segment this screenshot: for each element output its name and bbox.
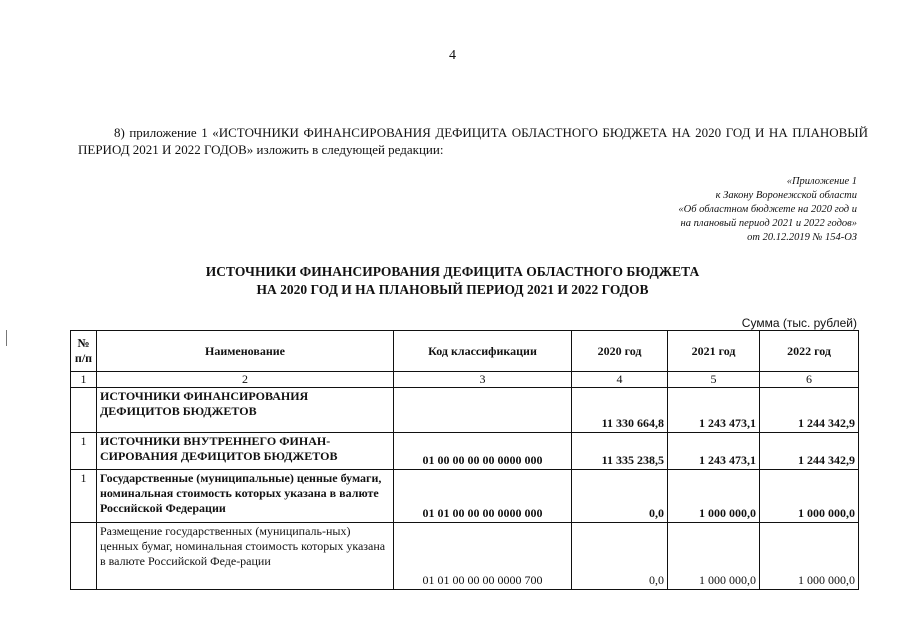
appendix-line: от 20.12.2019 № 154-ОЗ [747, 232, 857, 243]
row-value-2020: 11 335 238,5 [572, 433, 668, 470]
column-number-row [71, 372, 859, 388]
column-number: 3 [394, 372, 572, 388]
margin-mark [6, 330, 7, 346]
column-number: 6 [760, 372, 859, 388]
intro-paragraph: 8) приложение 1 «ИСТОЧНИКИ ФИНАНСИРОВАНИЯ ДЕФИЦИТА ОБЛАСТНОГО БЮДЖЕТА НА 2020 ГОД И НА ПЛАНОВЫЙ ПЕРИОД 2021 И 2022 ГОДОВ» изложить в следующей редакции: [78, 125, 868, 157]
row-value-2020: 0,0 [572, 523, 668, 590]
column-number: 5 [668, 372, 760, 388]
table-row [71, 470, 859, 523]
column-number: 2 [97, 372, 394, 388]
header-num: № п/п [71, 331, 97, 372]
appendix-line: к Закону Воронежской области [715, 190, 857, 201]
row-value-2021: 1 000 000,0 [668, 523, 760, 590]
header-name: Наименование [97, 331, 394, 372]
appendix-reference [537, 175, 857, 245]
table-row [71, 388, 859, 433]
row-num: 1 [71, 433, 97, 470]
table-row [71, 433, 859, 470]
row-code: 01 01 00 00 00 0000 700 [394, 523, 572, 590]
row-name: Государственные (муниципальные) ценные бумаги, номинальная стоимость которых указана в валюте Российской Федерации [97, 470, 394, 523]
appendix-line: «Об областном бюджете на 2020 год и [678, 204, 857, 215]
page-number: 4 [449, 48, 456, 63]
header-2022: 2022 год [760, 331, 859, 372]
row-value-2020: 11 330 664,8 [572, 388, 668, 433]
row-value-2022: 1 000 000,0 [760, 470, 859, 523]
row-num [71, 388, 97, 433]
row-value-2021: 1 243 473,1 [668, 388, 760, 433]
row-value-2021: 1 243 473,1 [668, 433, 760, 470]
row-code: 01 00 00 00 00 0000 000 [394, 433, 572, 470]
row-name: ИСТОЧНИКИ ВНУТРЕННЕГО ФИНАН-СИРОВАНИЯ ДЕФИЦИТОВ БЮДЖЕТОВ [97, 433, 394, 470]
row-code [394, 388, 572, 433]
units-label: Сумма (тыс. рублей) [741, 316, 857, 330]
row-name: ИСТОЧНИКИ ФИНАНСИРОВАНИЯ ДЕФИЦИТОВ БЮДЖЕТОВ [97, 388, 394, 433]
row-code: 01 01 00 00 00 0000 000 [394, 470, 572, 523]
row-num: 1 [71, 470, 97, 523]
row-value-2022: 1 000 000,0 [760, 523, 859, 590]
header-code: Код классификации [394, 331, 572, 372]
document-title-line-2: НА 2020 ГОД И НА ПЛАНОВЫЙ ПЕРИОД 2021 И 2022 ГОДОВ [256, 282, 649, 297]
header-2020: 2020 год [572, 331, 668, 372]
row-value-2022: 1 244 342,9 [760, 388, 859, 433]
row-value-2020: 0,0 [572, 470, 668, 523]
table-row [71, 523, 859, 590]
row-value-2022: 1 244 342,9 [760, 433, 859, 470]
appendix-line: на плановый период 2021 и 2022 годов» [680, 218, 857, 229]
row-name: Размещение государственных (муниципаль-ных) ценных бумаг, номинальная стоимость которых указана в валюте Российской Феде-рации [97, 523, 394, 590]
column-number: 4 [572, 372, 668, 388]
budget-sources-table [70, 330, 859, 590]
table-header-row [71, 331, 859, 372]
column-number: 1 [71, 372, 97, 388]
document-title-line-1: ИСТОЧНИКИ ФИНАНСИРОВАНИЯ ДЕФИЦИТА ОБЛАСТНОГО БЮДЖЕТА [205, 264, 700, 279]
header-2021: 2021 год [668, 331, 760, 372]
row-num [71, 523, 97, 590]
row-value-2021: 1 000 000,0 [668, 470, 760, 523]
appendix-line: «Приложение 1 [786, 176, 857, 187]
